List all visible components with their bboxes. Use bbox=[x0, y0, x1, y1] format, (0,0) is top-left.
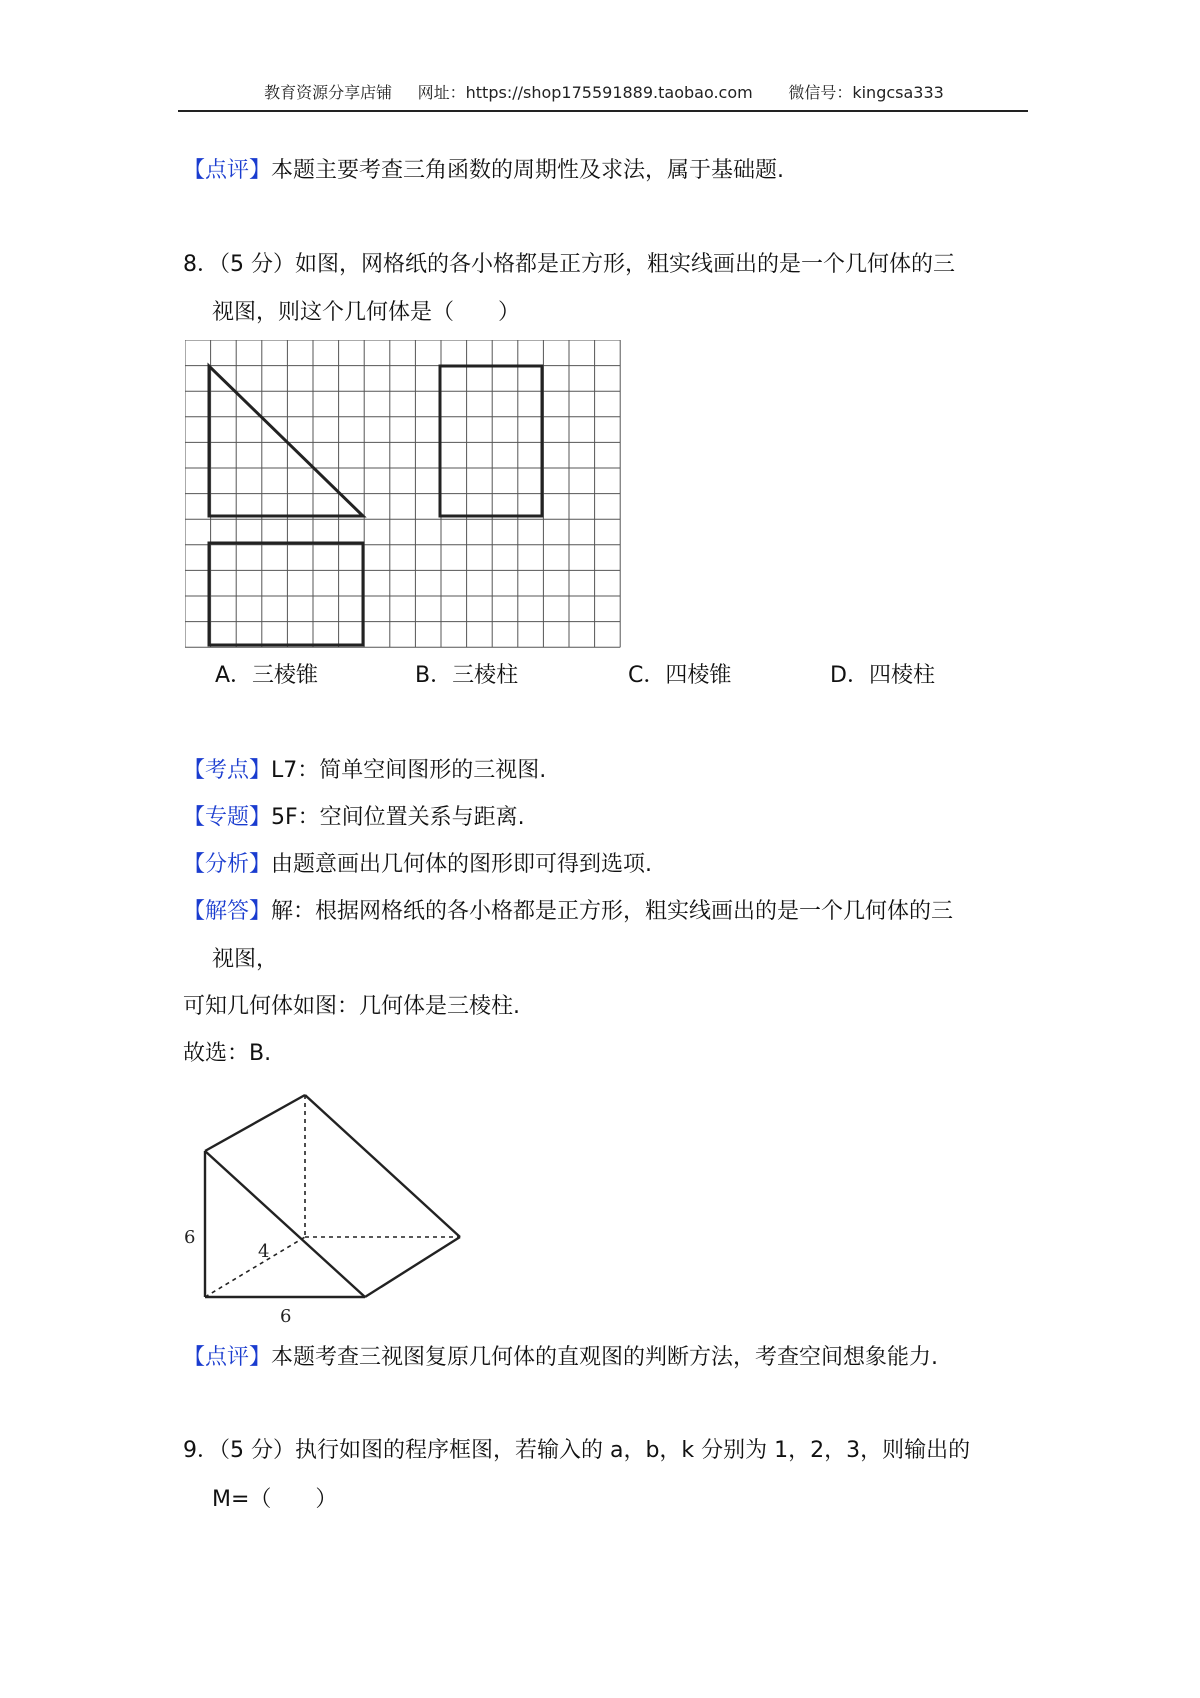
three-view-figure bbox=[185, 340, 621, 648]
comment-q8 bbox=[183, 1343, 938, 1373]
question-8-line1: 8．（5 分）如图，网格纸的各小格都是正方形，粗实线画出的是一个几何体的三 bbox=[183, 252, 955, 277]
zhuanti-tag: 【专题】 bbox=[183, 805, 272, 830]
header-shop: 教育资源分享店铺 bbox=[264, 83, 393, 102]
question-9-line1: 9．（5 分）执行如图的程序框图，若输入的 a，b，k 分别为 1，2，3，则输出的 bbox=[183, 1438, 971, 1463]
option-c[interactable]: C．四棱锥 bbox=[628, 663, 732, 688]
prism-edge bbox=[205, 1151, 365, 1297]
header-divider bbox=[178, 110, 1028, 112]
question-8-line2: 视图，则这个几何体是（ ） bbox=[212, 300, 521, 325]
kaodian-tag: 【考点】 bbox=[183, 758, 272, 783]
prism-figure bbox=[180, 1085, 480, 1325]
jieda-line bbox=[183, 897, 953, 927]
fenxi-text: 由题意画出几何体的图形即可得到选项. bbox=[271, 852, 653, 877]
comment-tag: 【点评】 bbox=[183, 1345, 272, 1370]
option-a[interactable]: A．三棱锥 bbox=[215, 663, 319, 688]
prism-edge bbox=[205, 1095, 305, 1151]
header-url-label: 网址： bbox=[417, 83, 466, 102]
option-d[interactable]: D．四棱柱 bbox=[830, 663, 935, 688]
comment-text: 本题主要考查三角函数的周期性及求法，属于基础题. bbox=[271, 158, 785, 183]
kaodian-text: L7：简单空间图形的三视图. bbox=[271, 758, 547, 783]
comment-q7 bbox=[183, 156, 784, 186]
choice-line: 故选：B. bbox=[183, 1041, 272, 1066]
jieda-tag: 【解答】 bbox=[183, 899, 272, 924]
label-depth: 4 bbox=[258, 1241, 270, 1262]
prism-edge bbox=[305, 1095, 460, 1237]
header-wechat: kingcsa333 bbox=[852, 83, 944, 102]
option-b[interactable]: B．三棱柱 bbox=[415, 663, 519, 688]
zhuanti-text: 5F：空间位置关系与距离. bbox=[271, 805, 525, 830]
header-url[interactable]: https://shop175591889.taobao.com bbox=[465, 83, 753, 102]
prism-edge bbox=[365, 1237, 460, 1297]
header-wechat-label: 微信号： bbox=[788, 83, 853, 102]
jieda-text: 解：根据网格纸的各小格都是正方形，粗实线画出的是一个几何体的三 bbox=[271, 899, 954, 924]
grid-lines bbox=[185, 340, 620, 647]
comment-text: 本题考查三视图复原几何体的直观图的判断方法，考查空间想象能力. bbox=[271, 1345, 939, 1370]
conclusion-line: 可知几何体如图：几何体是三棱柱. bbox=[183, 994, 520, 1019]
comment-tag: 【点评】 bbox=[183, 158, 272, 183]
page-header bbox=[180, 80, 1028, 103]
top-view-rectangle bbox=[209, 543, 363, 645]
fenxi-line bbox=[183, 850, 652, 880]
fenxi-tag: 【分析】 bbox=[183, 852, 272, 877]
label-height: 6 bbox=[184, 1227, 196, 1248]
kaodian-line bbox=[183, 756, 546, 786]
label-base: 6 bbox=[280, 1306, 292, 1325]
question-9-line2: M=（ ） bbox=[212, 1487, 338, 1512]
prism-hidden-edge bbox=[205, 1237, 305, 1297]
zhuanti-line bbox=[183, 803, 525, 833]
jieda-continuation: 视图， bbox=[212, 947, 279, 972]
